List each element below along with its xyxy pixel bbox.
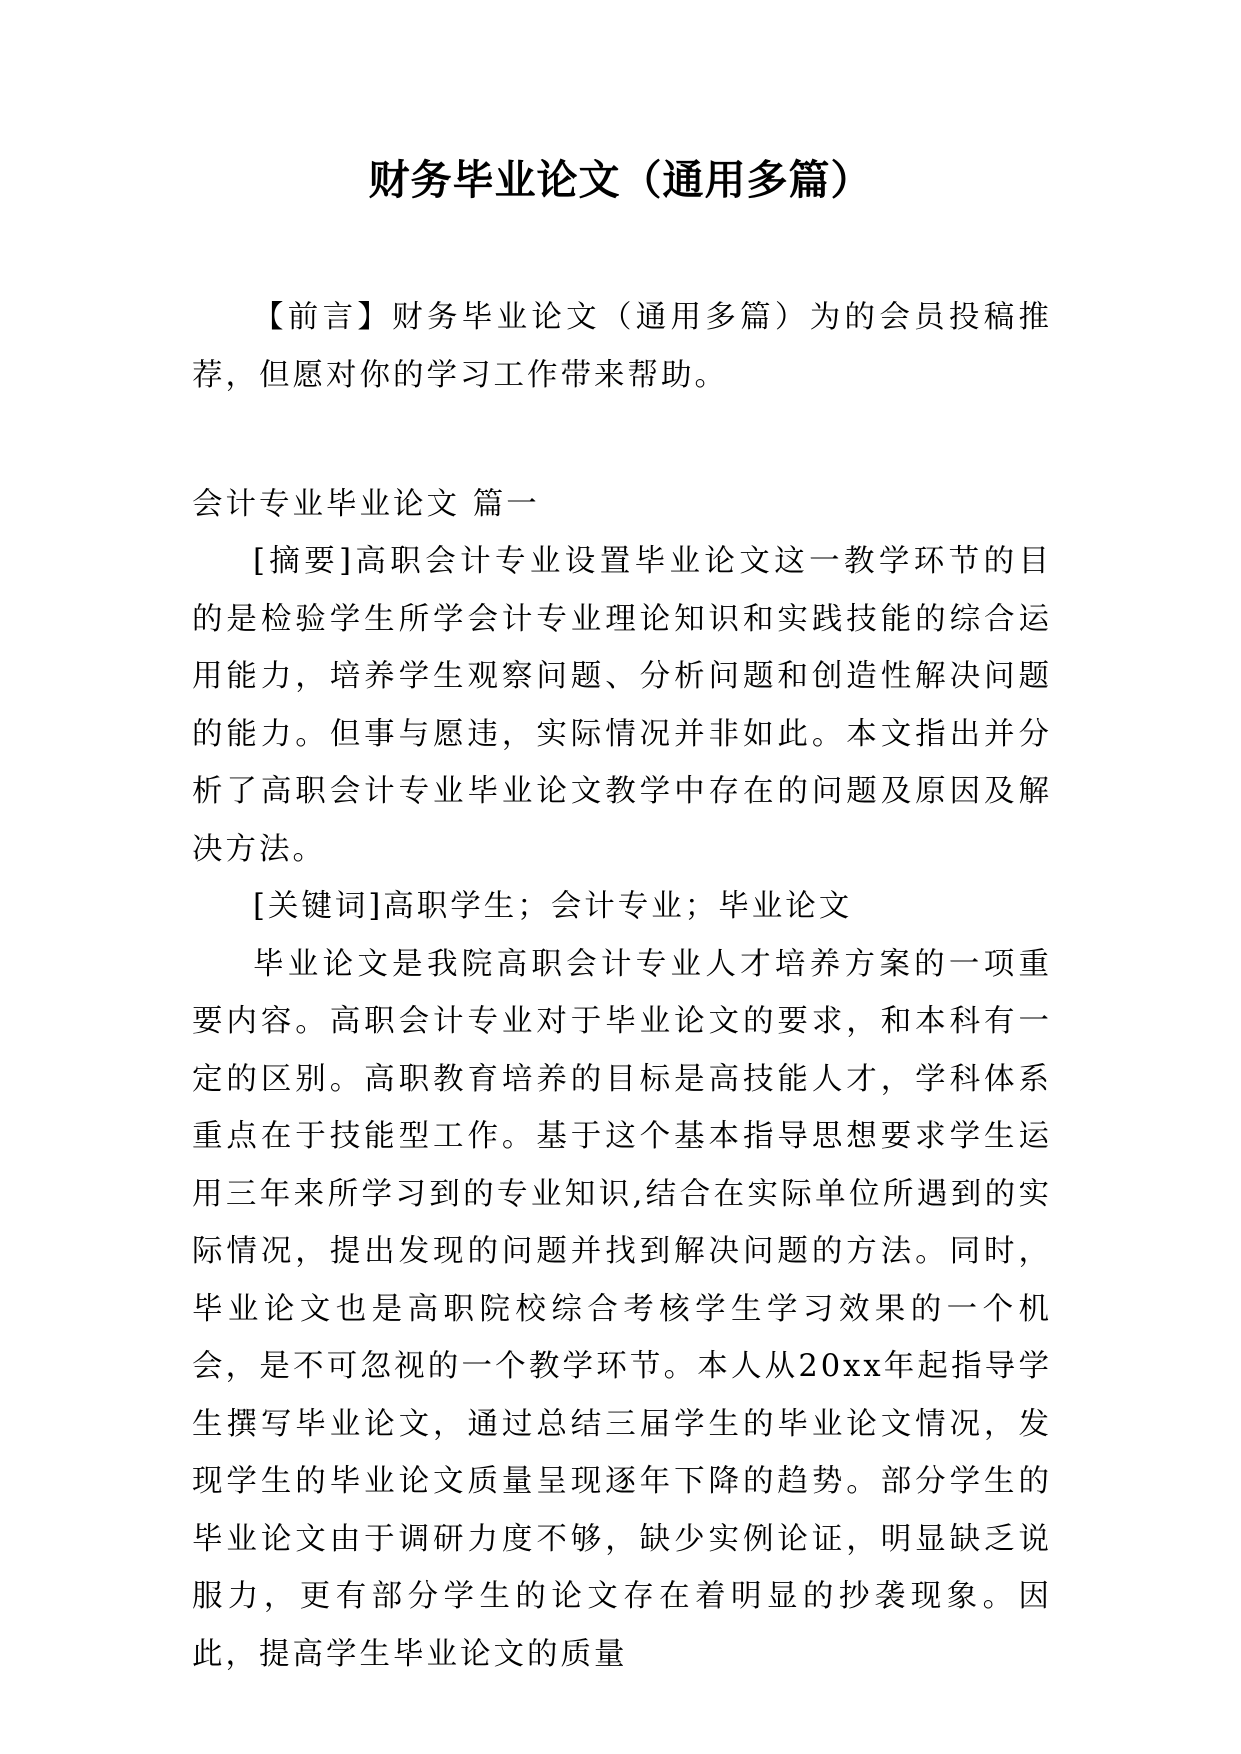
section-heading: 会计专业毕业论文 篇一 bbox=[192, 486, 540, 522]
document-body bbox=[192, 289, 1052, 1683]
spacer bbox=[192, 404, 1052, 462]
document-title: 财务毕业论文（通用多篇） bbox=[368, 156, 873, 204]
keywords-paragraph: [关键词]高职学生；会计专业；毕业论文 bbox=[253, 889, 853, 924]
body-paragraph: 毕业论文是我院高职会计专业人才培养方案的一项重要内容。高职会计专业对于毕业论文的要求，和本科有一定的区别。高职教育培养的目标是高技能人才，学科体系重点在于技能型工作。基于这个基本指导思想要求学生运用三年来所学习到的专业知识,结合在实际单位所遇到的实际情况，提出发现的问题并找到解决问题的方法。同时，毕业论文也是高职院校综合考核学生学习效果的一个机会，是不可忽视的一个教学环节。本人从20xx年起指导学生撰写毕业论文，通过总结三届学生的毕业论文情况，发现学生的毕业论文质量呈现逐年下降的趋势。部分学生的毕业论文由于调研力度不够，缺少实例论证，明显缺乏说服力，更有部分学生的论文存在着明显的抄袭现象。因此，提高学生毕业论文的质量 bbox=[192, 946, 1052, 1672]
preface-paragraph: 【前言】财务毕业论文（通用多篇）为的会员投稿推荐，但愿对你的学习工作带来帮助。 bbox=[192, 300, 1052, 393]
abstract-paragraph: [摘要]高职会计专业设置毕业论文这一教学环节的目的是检验学生所学会计专业理论知识和实践技能的综合运用能力，培养学生观察问题、分析问题和创造性解决问题的能力。但事与愿违，实际情况并非如此。本文指出并分析了高职会计专业毕业论文教学中存在的问题及原因及解决方法。 bbox=[192, 544, 1052, 867]
spacer bbox=[192, 462, 1052, 476]
